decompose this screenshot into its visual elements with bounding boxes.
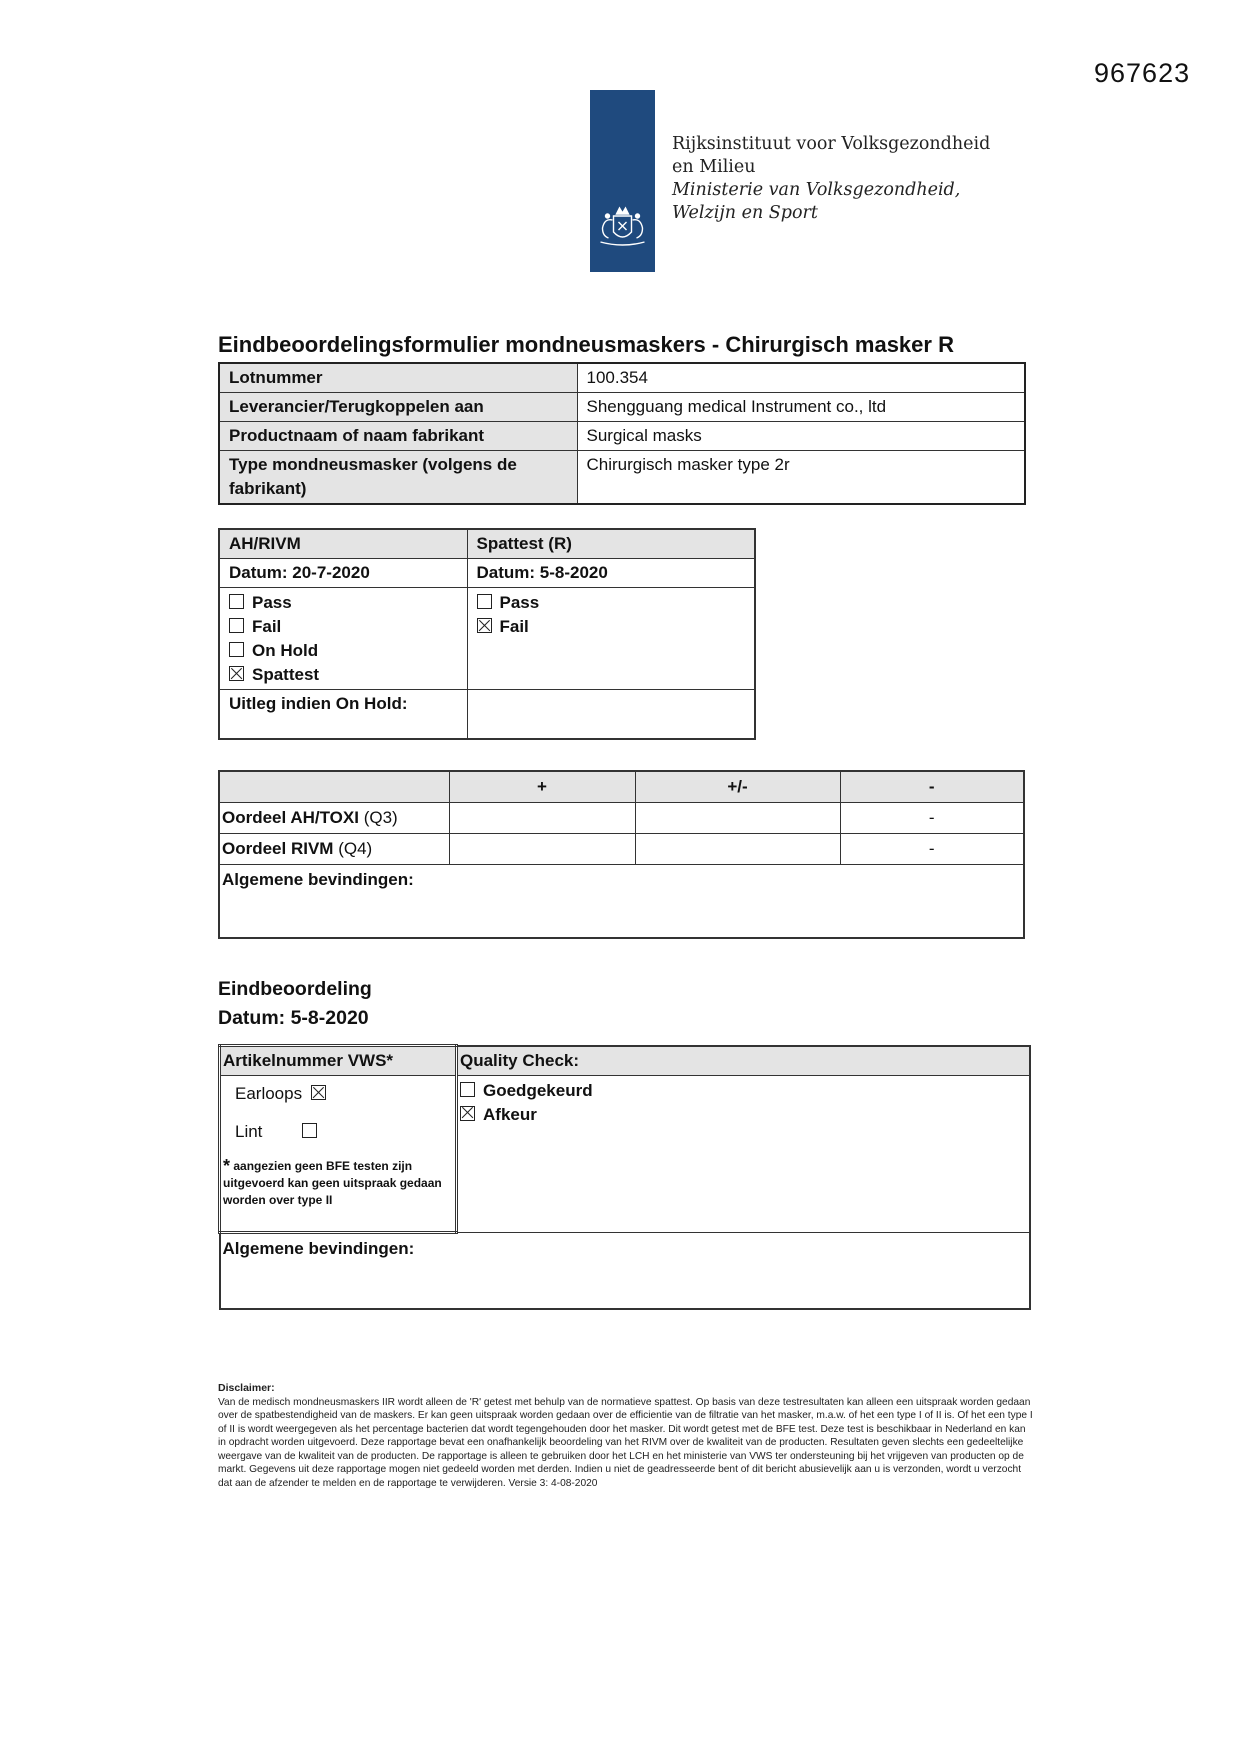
rivm-label: Oordeel RIVM bbox=[222, 839, 334, 858]
ahtoxi-plusminus[interactable] bbox=[635, 803, 840, 834]
quality-options bbox=[457, 1075, 1031, 1232]
ahrivm-date: Datum: 20-7-2020 bbox=[219, 559, 467, 588]
footnote-star: * bbox=[223, 1156, 231, 1176]
ahrivm-option-pass[interactable] bbox=[229, 591, 458, 615]
ahrivm-option-spattest[interactable] bbox=[229, 663, 458, 687]
supplier-row bbox=[219, 393, 1025, 422]
checked-checkbox-icon bbox=[311, 1085, 326, 1100]
ahrivm-option-fail[interactable] bbox=[229, 615, 458, 639]
spattest-option-fail[interactable] bbox=[477, 615, 746, 639]
earloops-option[interactable] bbox=[221, 1076, 455, 1108]
product-label: Productnaam of naam fabrikant bbox=[219, 422, 577, 451]
on-hold-field[interactable] bbox=[467, 690, 755, 740]
ahrivm-option-onhold[interactable] bbox=[229, 639, 458, 663]
article-cell bbox=[220, 1046, 457, 1233]
col-plus: + bbox=[449, 771, 635, 803]
rejected-label: Afkeur bbox=[483, 1104, 537, 1124]
ahrivm-title: AH/RIVM bbox=[219, 529, 467, 559]
lot-row bbox=[219, 363, 1025, 393]
row-ahtoxi-label bbox=[219, 803, 449, 834]
disclaimer-title: Disclaimer: bbox=[218, 1382, 275, 1394]
ahtoxi-label: Oordeel AH/TOXI bbox=[222, 808, 359, 827]
article-footnote bbox=[221, 1146, 455, 1215]
ahtoxi-code: (Q3) bbox=[363, 808, 398, 827]
option-label: Pass bbox=[499, 593, 540, 612]
checkbox-icon bbox=[477, 594, 492, 609]
crest-icon bbox=[590, 90, 655, 272]
organisation-name bbox=[672, 133, 990, 225]
spattest-options bbox=[467, 588, 755, 690]
final-findings: Algemene bevindingen: bbox=[220, 1232, 1031, 1309]
type-label: Type mondneusmasker (volgens de fabrikant) bbox=[219, 451, 577, 505]
judgement-findings: Algemene bevindingen: bbox=[219, 865, 1024, 939]
supplier-label: Leverancier/Terugkoppelen aan bbox=[219, 393, 577, 422]
option-label: Fail bbox=[252, 617, 282, 636]
judgement-header-blank bbox=[219, 771, 449, 803]
assessment-table bbox=[218, 528, 756, 740]
ahtoxi-minus[interactable]: - bbox=[840, 803, 1024, 834]
checked-checkbox-icon bbox=[229, 666, 244, 681]
rivm-minus[interactable]: - bbox=[840, 834, 1024, 865]
ministry-line-1: Ministerie van Volksgezondheid, bbox=[672, 180, 961, 200]
col-minus: - bbox=[840, 771, 1024, 803]
on-hold-label: Uitleg indien On Hold: bbox=[219, 690, 467, 740]
earloops-label: Earloops bbox=[235, 1084, 303, 1103]
option-label: On Hold bbox=[252, 641, 319, 660]
form-title: Eindbeoordelingsformulier mondneusmaskers - Chirurgisch masker R bbox=[218, 332, 954, 357]
document-number: 967623 bbox=[1094, 58, 1191, 88]
article-label: Artikelnummer VWS* bbox=[221, 1047, 455, 1076]
rivm-code: (Q4) bbox=[338, 839, 373, 858]
checkbox-icon bbox=[302, 1123, 317, 1138]
spattest-option-pass[interactable] bbox=[477, 591, 746, 615]
ministry-line-2: Welzijn en Sport bbox=[672, 203, 818, 223]
rivm-plusminus[interactable] bbox=[635, 834, 840, 865]
final-date: Datum: 5-8-2020 bbox=[218, 1007, 369, 1029]
lint-option[interactable] bbox=[221, 1108, 455, 1146]
quality-label: Quality Check: bbox=[457, 1046, 1031, 1076]
type-row bbox=[219, 451, 1025, 505]
approved-label: Goedgekeurd bbox=[483, 1080, 593, 1100]
product-value: Surgical masks bbox=[577, 422, 1025, 451]
approved-option[interactable] bbox=[460, 1079, 1027, 1103]
ahrivm-options bbox=[219, 588, 467, 690]
disclaimer-text: Van de medisch mondneusmaskers IIR wordt alleen de 'R' getest met behulp van de normatieve spattest. Op basis van deze testresultaten kan alleen een uitspraak worden gedaan over de spatbestendigheid van de maskers. Er kan geen uitspraak worden gedaan over de efficientie van de filtratie van het masker, m.a.w. of het een type I of II is. Of het een type I of II is wordt weergegeven als het percentage bacterien dat wordt tegengehouden door het masker. Dit wordt getest met de BFE test. Deze test is beschikbaar in Nederland en kan in opdracht worden uitgevoerd. Deze rapportage bevat een onafhankelijk beoordeling van het RIVM over de kwaliteit van de producten. Resultaten geven slechts een gedeeltelijke weergave van de kwaliteit van de producten. De rapportage is alleen te gebruiken door het LCH en het ministerie van VWS ter ondersteuning bij het vrijgeven van producten op de markt. Gegevens uit deze rapportage mogen niet gedeeld worden met derden. Indien u niet de geadresseerde bent of dit bericht abusievelijk aan u is verzonden, wordt u verzocht dat aan de afzender te melden en de rapportage te verwijderen. Versie 3: 4-08-2020 bbox=[218, 1396, 1033, 1489]
checkbox-icon bbox=[229, 642, 244, 657]
product-row bbox=[219, 422, 1025, 451]
final-title: Eindbeoordeling bbox=[218, 978, 372, 1000]
checked-checkbox-icon bbox=[477, 618, 492, 633]
final-assessment-heading bbox=[218, 975, 372, 1033]
option-label: Spattest bbox=[252, 665, 320, 684]
checked-checkbox-icon bbox=[460, 1106, 475, 1121]
row-rivm-label bbox=[219, 834, 449, 865]
checkbox-icon bbox=[229, 594, 244, 609]
lot-label: Lotnummer bbox=[219, 363, 577, 393]
lint-label: Lint bbox=[235, 1122, 263, 1141]
type-value: Chirurgisch masker type 2r bbox=[577, 451, 1025, 505]
lot-value: 100.354 bbox=[577, 363, 1025, 393]
rivm-plus[interactable] bbox=[449, 834, 635, 865]
rijksoverheid-logo bbox=[590, 90, 655, 272]
option-label: Fail bbox=[499, 617, 529, 636]
footnote-text: aangezien geen BFE testen zijn uitgevoerd kan geen uitspraak gedaan worden over type II bbox=[223, 1159, 442, 1207]
judgement-table bbox=[218, 770, 1025, 939]
checkbox-icon bbox=[229, 618, 244, 633]
ahtoxi-plus[interactable] bbox=[449, 803, 635, 834]
final-table bbox=[218, 1044, 1031, 1310]
spattest-date: Datum: 5-8-2020 bbox=[467, 559, 755, 588]
checkbox-icon bbox=[460, 1082, 475, 1097]
option-label: Pass bbox=[252, 593, 292, 612]
org-line-2: en Milieu bbox=[672, 157, 756, 177]
supplier-value: Shengguang medical Instrument co., ltd bbox=[577, 393, 1025, 422]
disclaimer bbox=[218, 1382, 1033, 1490]
org-line-1: Rijksinstituut voor Volksgezondheid bbox=[672, 134, 991, 154]
col-plusminus: +/- bbox=[635, 771, 840, 803]
spattest-title: Spattest (R) bbox=[467, 529, 755, 559]
product-info-table bbox=[218, 362, 1026, 505]
rejected-option[interactable] bbox=[460, 1103, 1027, 1127]
